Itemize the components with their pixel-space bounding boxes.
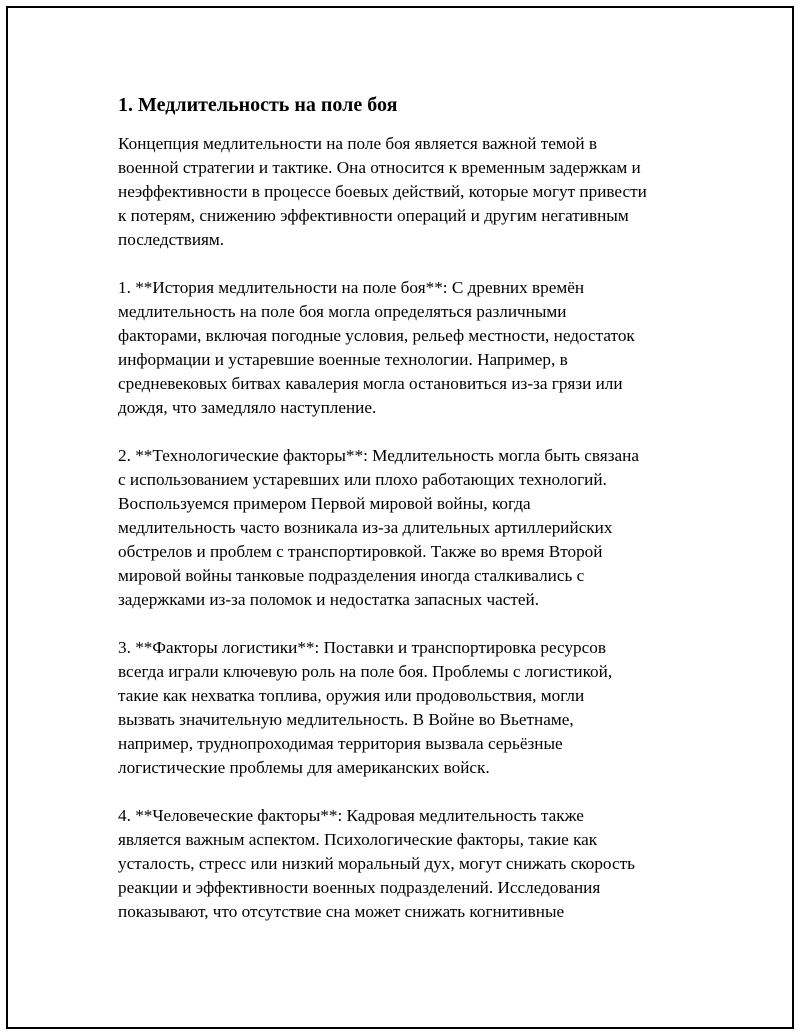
section-heading: 1. Медлительность на поле боя [118,94,398,116]
paragraph-human-factors: 4. **Человеческие факторы**: Кадровая медлительность также является важным аспектом. Психологические факторы, такие как усталость, стресс или низкий моральный дух, могут снижать скорость реакции и эффективности военных подразделений. Исследования показывают, что отсутствие сна может снижать когнитивные [118,806,635,921]
paragraph-logistics: 3. **Факторы логистики**: Поставки и транспортировка ресурсов всегда играли ключевую роль на поле боя. Проблемы с логистикой, такие как нехватка топлива, оружия или продовольствия, могли вызвать значительную медлительность. В Войне во Вьетнаме, например, труднопроходимая территория вызвала серьёзные логистические проблемы для американских войск. [118,638,613,777]
paragraph-technology: 2. **Технологические факторы**: Медлительность могла быть связана с использованием устаревших или плохо работающих технологий. Воспользуемся примером Первой мировой войны, когда медлительность часто возникала из-за длительных артиллерийских обстрелов и проблем с транспортировкой. Также во время Второй мировой войны танковые подразделения иногда сталкивались с задержками из-за поломок и недостатка запасных частей. [118,446,639,609]
paragraph-history: 1. **История медлительности на поле боя**: С древних времён медлительность на поле боя могла определяться различными факторами, включая погодные условия, рельеф местности, недостаток информации и устаревшие военные технологии. Например, в средневековых битвах кавалерия могла остановиться из-за грязи или дождя, что замедляло наступление. [118,278,635,417]
document-body [118,92,688,948]
intro-paragraph: Концепция медлительности на поле боя является важной темой в военной стратегии и тактике. Она относится к временным задержкам и неэффективности в процессе боевых действий, которые могут привести к потерям, снижению эффективности операций и другим негативным последствиям. [118,134,647,249]
